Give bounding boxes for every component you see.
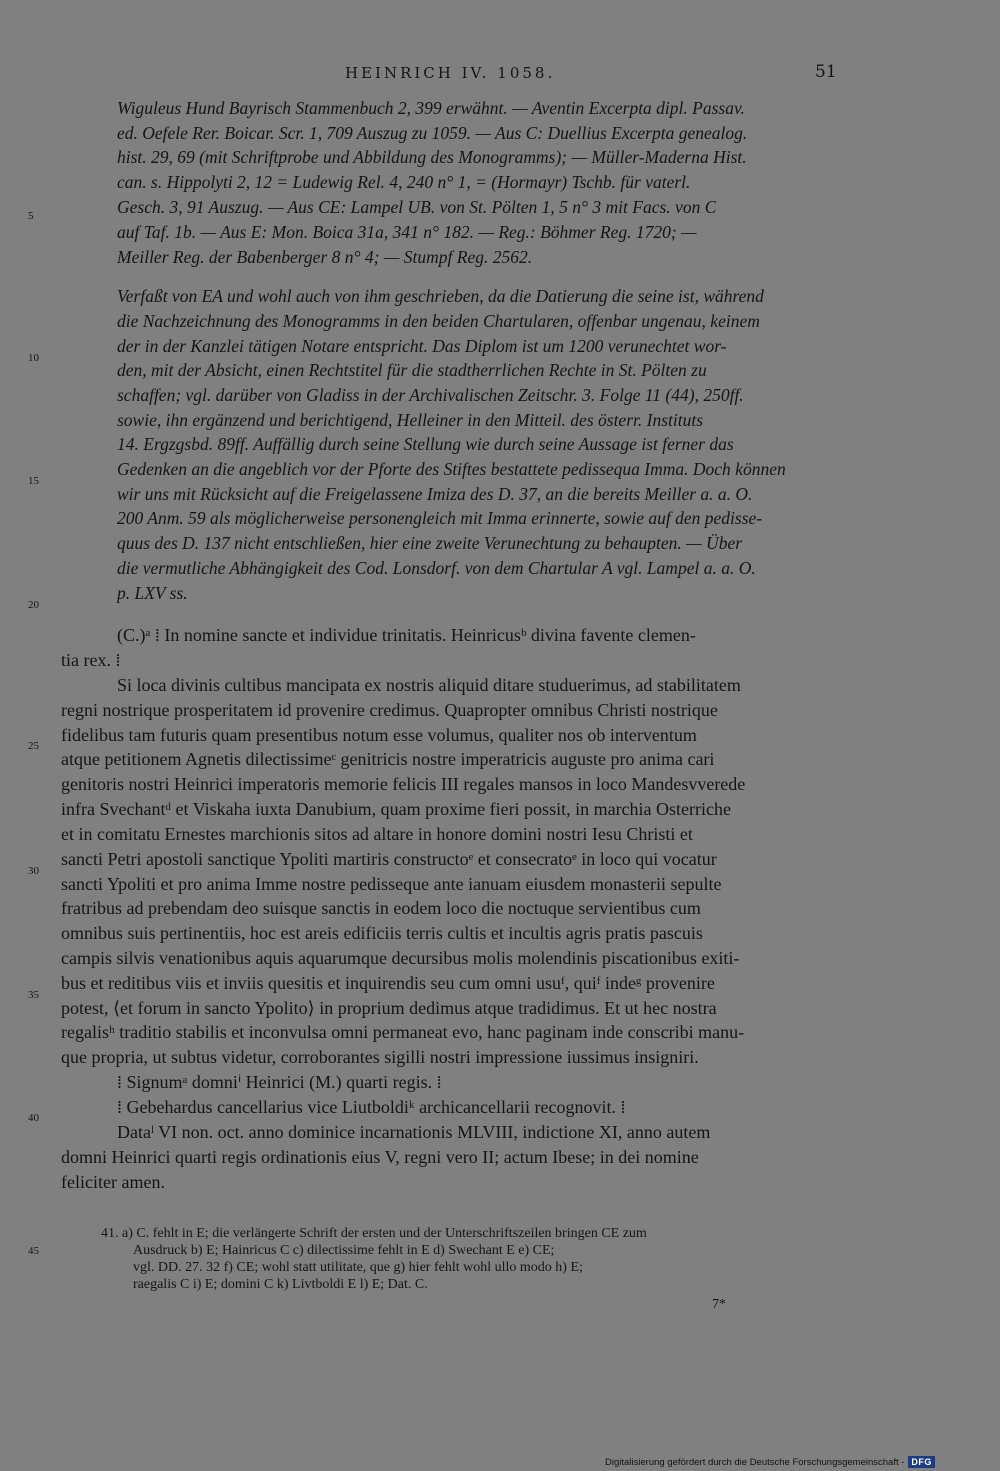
charter-line: (C.)ᵃ ⁞ In nomine sancte et individue trinitatis. Heinricusᵇ divina favente clemen-	[117, 625, 696, 645]
charter-line: campis silvis venationibus aquis aquarumque decursibus molis molendinis piscationibus exiti-	[61, 948, 740, 968]
charter-line: Si loca divinis cultibus mancipata ex nostris aliquid ditare studuerimus, ad stabilitatem	[117, 675, 741, 695]
charter-line: genitoris nostri Heinrici imperatoris memorie felicis III regales mansos in loco Mandesvverede	[61, 774, 746, 794]
signum-line: ⁞ Signumᵃ domniⁱ Heinrici (M.) quarti regis. ⁞	[117, 1072, 442, 1092]
line-number: 25	[28, 740, 39, 752]
dating-line: domni Heinrici quarti regis ordinationis eius V, regni vero II; actum Ibese; in dei nomine	[61, 1147, 699, 1167]
digitization-footer	[605, 1455, 935, 1469]
line-number: 10	[28, 352, 39, 364]
charter-line: que propria, ut subtus videtur, corroborantes sigilli nostri impressione iussimus insigniri.	[61, 1047, 699, 1067]
commentary-line: 14. Ergzgsbd. 89ff. Auffällig durch seine Stellung wie durch seine Aussage ist ferner das	[117, 434, 734, 454]
page-header	[0, 64, 1000, 88]
footnote-line: vgl. DD. 27. 32 f) CE; wohl statt utilitate, que g) hier fehlt wohl ullo modo h) E;	[133, 1260, 583, 1275]
sources-line: ed. Oefele Rer. Boicar. Scr. 1, 709 Auszug zu 1059. — Aus C: Duellius Excerpta genealog.	[117, 123, 748, 143]
footnote-line: Ausdruck b) E; Hainricus C c) dilectissime fehlt in E d) Swechant E e) CE;	[133, 1243, 555, 1258]
commentary-line: wir uns mit Rücksicht auf die Freigelassene Imiza des D. 37, an die bereits Meiller a. a. O.	[117, 484, 753, 504]
commentary-line: 200 Anm. 59 als möglicherweise personengleich mit Imma erinnerte, sowie auf den pedisse-	[117, 508, 763, 528]
sources-line: can. s. Hippolyti 2, 12 = Ludewig Rel. 4, 240 n° 1, = (Hormayr) Tschb. für vaterl.	[117, 172, 691, 192]
charter-line: fidelibus tam futuris quam presentibus notum esse volumus, qualiter nos ob interventum	[61, 725, 697, 745]
dating-line: feliciter amen.	[61, 1172, 165, 1192]
sources-line: auf Taf. 1b. — Aus E: Mon. Boica 31a, 341 n° 182. — Reg.: Böhmer Reg. 1720; —	[117, 222, 697, 242]
charter-line: et in comitatu Ernestes marchionis sitos ad altare in honore domini nostri Iesu Christi et	[61, 824, 693, 844]
recognition-line: ⁞ Gebehardus cancellarius vice Liutboldiᵏ archicancellarii recognovit. ⁞	[117, 1097, 626, 1117]
commentary-line: Gedenken an die angeblich vor der Pforte des Stiftes bestattete pedissequa Imma. Doch können	[117, 459, 786, 479]
charter-line: sancti Petri apostoli sanctique Ypoliti martiris constructoᵉ et consecratoᵉ in loco qui vocatur	[61, 849, 717, 869]
signature-mark: 7*	[712, 1297, 726, 1312]
charter-line: regni nostrique prosperitatem id provenire credimus. Quapropter omnibus Christi nostrique	[61, 700, 718, 720]
charter-line: regalisʰ traditio stabilis et inconvulsa omni permaneat evo, hanc paginam inde conscribi manu-	[61, 1022, 745, 1042]
line-number: 20	[28, 599, 39, 611]
charter-line: tia rex. ⁞	[61, 650, 121, 670]
running-head: HEINRICH IV. 1058.	[345, 64, 556, 82]
charter-line: infra Svechantᵈ et Viskaha iuxta Danubium, quam proxime fieri possit, in marchia Osterriche	[61, 799, 731, 819]
charter-line: fratribus ad prebendam deo suisque sanctis in eodem loco die noctuque servientibus cum	[61, 898, 701, 918]
line-number: 30	[28, 865, 39, 877]
line-number: 5	[28, 210, 34, 222]
page-number: 51	[815, 62, 837, 82]
line-number: 40	[28, 1112, 39, 1124]
sources-line: Gesch. 3, 91 Auszug. — Aus CE: Lampel UB. von St. Pölten 1, 5 n° 3 mit Facs. von C	[117, 197, 717, 217]
charter-line: sancti Ypoliti et pro anima Imme nostre pedisseque ante ianuam eiusdem monasterii sepulte	[61, 874, 722, 894]
commentary-line: sowie, ihn ergänzend und berichtigend, Helleiner in den Mitteil. des österr. Instituts	[117, 410, 704, 430]
charter-line: omnibus suis pertinentiis, hoc est areis edificiis terris cultis et incultis agris pratis pascuis	[61, 923, 703, 943]
dfg-logo: DFG	[908, 1456, 935, 1468]
commentary-line: schaffen; vgl. darüber von Gladiss in der Archivalischen Zeitschr. 3. Folge 11 (44), 250ff.	[117, 385, 744, 405]
charter-line: potest, ⟨et forum in sancto Ypolito⟩ in proprium dedimus atque tradidimus. Et ut hec nostra	[61, 998, 717, 1018]
line-number: 15	[28, 475, 39, 487]
commentary-line: den, mit der Absicht, einen Rechtstitel für die stadtherrlichen Rechte in St. Pölten zu	[117, 360, 707, 380]
commentary-line: Verfaßt von EA und wohl auch von ihm geschrieben, da die Datierung die seine ist, während	[117, 286, 764, 306]
charter-line: bus et reditibus viis et inviis quesitis et inquirendis seu cum omni usuᶠ, quiᶠ indeᵍ provenire	[61, 973, 715, 993]
sources-line: hist. 29, 69 (mit Schriftprobe und Abbildung des Monogramms); — Müller-Maderna Hist.	[117, 147, 747, 167]
commentary-line: quus des D. 137 nicht entschließen, hier eine zweite Verunechtung zu behaupten. — Über	[117, 533, 743, 553]
sources-line: Meiller Reg. der Babenberger 8 n° 4; — Stumpf Reg. 2562.	[117, 247, 533, 267]
commentary-line: der in der Kanzlei tätigen Notare entspricht. Das Diplom ist um 1200 verunechtet wor-	[117, 336, 727, 356]
line-number: 45	[28, 1245, 39, 1257]
commentary-line: die Nachzeichnung des Monogramms in den beiden Chartularen, offenbar ungenau, keinem	[117, 311, 760, 331]
commentary-line: die vermutliche Abhängigkeit des Cod. Lonsdorf. von dem Chartular A vgl. Lampel a. a. O.	[117, 558, 756, 578]
digitization-note: Digitalisierung gefördert durch die Deutsche Forschungsgemeinschaft -	[605, 1456, 905, 1468]
footnote-line: raegalis C i) E; domini C k) Livtboldi E l) E; Dat. C.	[133, 1277, 428, 1292]
charter-line: atque petitionem Agnetis dilectissimeᶜ genitricis nostre imperatricis auguste pro anima cari	[61, 749, 715, 769]
dating-line: Dataˡ VI non. oct. anno dominice incarnationis MLVIII, indictione XI, anno autem	[117, 1122, 711, 1142]
commentary-line: p. LXV ss.	[117, 583, 188, 603]
sources-line: Wiguleus Hund Bayrisch Stammenbuch 2, 399 erwähnt. — Aventin Excerpta dipl. Passav.	[117, 98, 745, 118]
line-number: 35	[28, 989, 39, 1001]
footnote-line: 41. a) C. fehlt in E; die verlängerte Schrift der ersten und der Unterschriftszeilen bringen CE zum	[101, 1226, 647, 1241]
